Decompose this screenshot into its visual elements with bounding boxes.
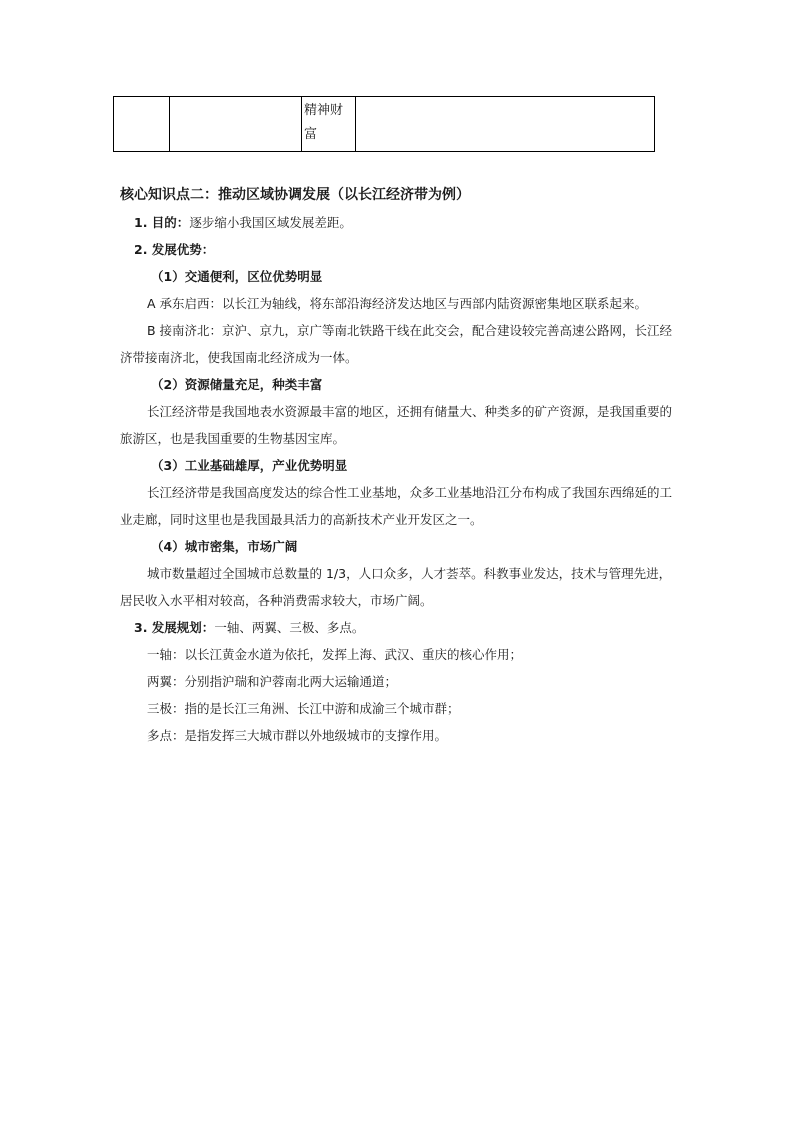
advantage-2-text: 长江经济带是我国地表水资源最丰富的地区，还拥有储量大、种类多的矿产资源，是我国重要的旅游区，也是我国重要的生物基因宝库。 bbox=[120, 404, 673, 446]
advantage-4-text: 城市数量超过全国城市总数量的 1/3，人口众多，人才荟萃。科教事业发达，技术与管理先进，居民收入水平相对较高，各种消费需求较大，市场广阔。 bbox=[120, 566, 672, 608]
plan-line bbox=[120, 614, 680, 641]
plan-text: 一轴、两翼、三极、多点。 bbox=[214, 620, 365, 635]
advantage-2-title: （2）资源储量充足，种类丰富 bbox=[151, 377, 323, 392]
goal-text: 逐步缩小我国区域发展差距。 bbox=[189, 215, 352, 230]
table-cell: 精神财富 bbox=[302, 97, 356, 152]
plan-item: 一轴：以长江黄金水道为依托，发挥上海、武汉、重庆的核心作用； bbox=[147, 647, 523, 662]
carryover-table bbox=[113, 96, 655, 152]
table-row bbox=[114, 97, 655, 152]
goal-label: 1. 目的： bbox=[134, 215, 190, 230]
table-cell bbox=[356, 97, 655, 152]
table-cell bbox=[114, 97, 170, 152]
goal-line bbox=[120, 209, 680, 236]
advantage-4-title: （4）城市密集，市场广阔 bbox=[151, 539, 298, 554]
advantage-1-title: （1）交通便利，区位优势明显 bbox=[151, 269, 323, 284]
plan-item: 多点：是指发挥三大城市群以外地级城市的支撑作用。 bbox=[147, 728, 448, 743]
advantage-1-b: B 接南济北：京沪、京九，京广等南北铁路干线在此交会，配合建设较完善高速公路网，长江经济带接南济北，使我国南北经济成为一体。 bbox=[120, 323, 673, 365]
document-body bbox=[120, 182, 680, 749]
plan-item: 三极：指的是长江三角洲、长江中游和成渝三个城市群； bbox=[147, 701, 460, 716]
advantage-3-title: （3）工业基础雄厚，产业优势明显 bbox=[151, 458, 348, 473]
plan-item: 两翼：分别指沪瑞和沪蓉南北两大运输通道； bbox=[147, 674, 398, 689]
advantage-3-text: 长江经济带是我国高度发达的综合性工业基地，众多工业基地沿江分布构成了我国东西绵延的工业走廊，同时这里也是我国最具活力的高新技术产业开发区之一。 bbox=[120, 485, 673, 527]
advantages-label: 2. 发展优势： bbox=[134, 242, 215, 257]
plan-label: 3. 发展规划： bbox=[134, 620, 215, 635]
table-cell bbox=[170, 97, 302, 152]
section-title: 核心知识点二：推动区域协调发展（以长江经济带为例） bbox=[120, 187, 470, 203]
advantage-1-a: A 承东启西：以长江为轴线，将东部沿海经济发达地区与西部内陆资源密集地区联系起来。 bbox=[147, 296, 648, 311]
